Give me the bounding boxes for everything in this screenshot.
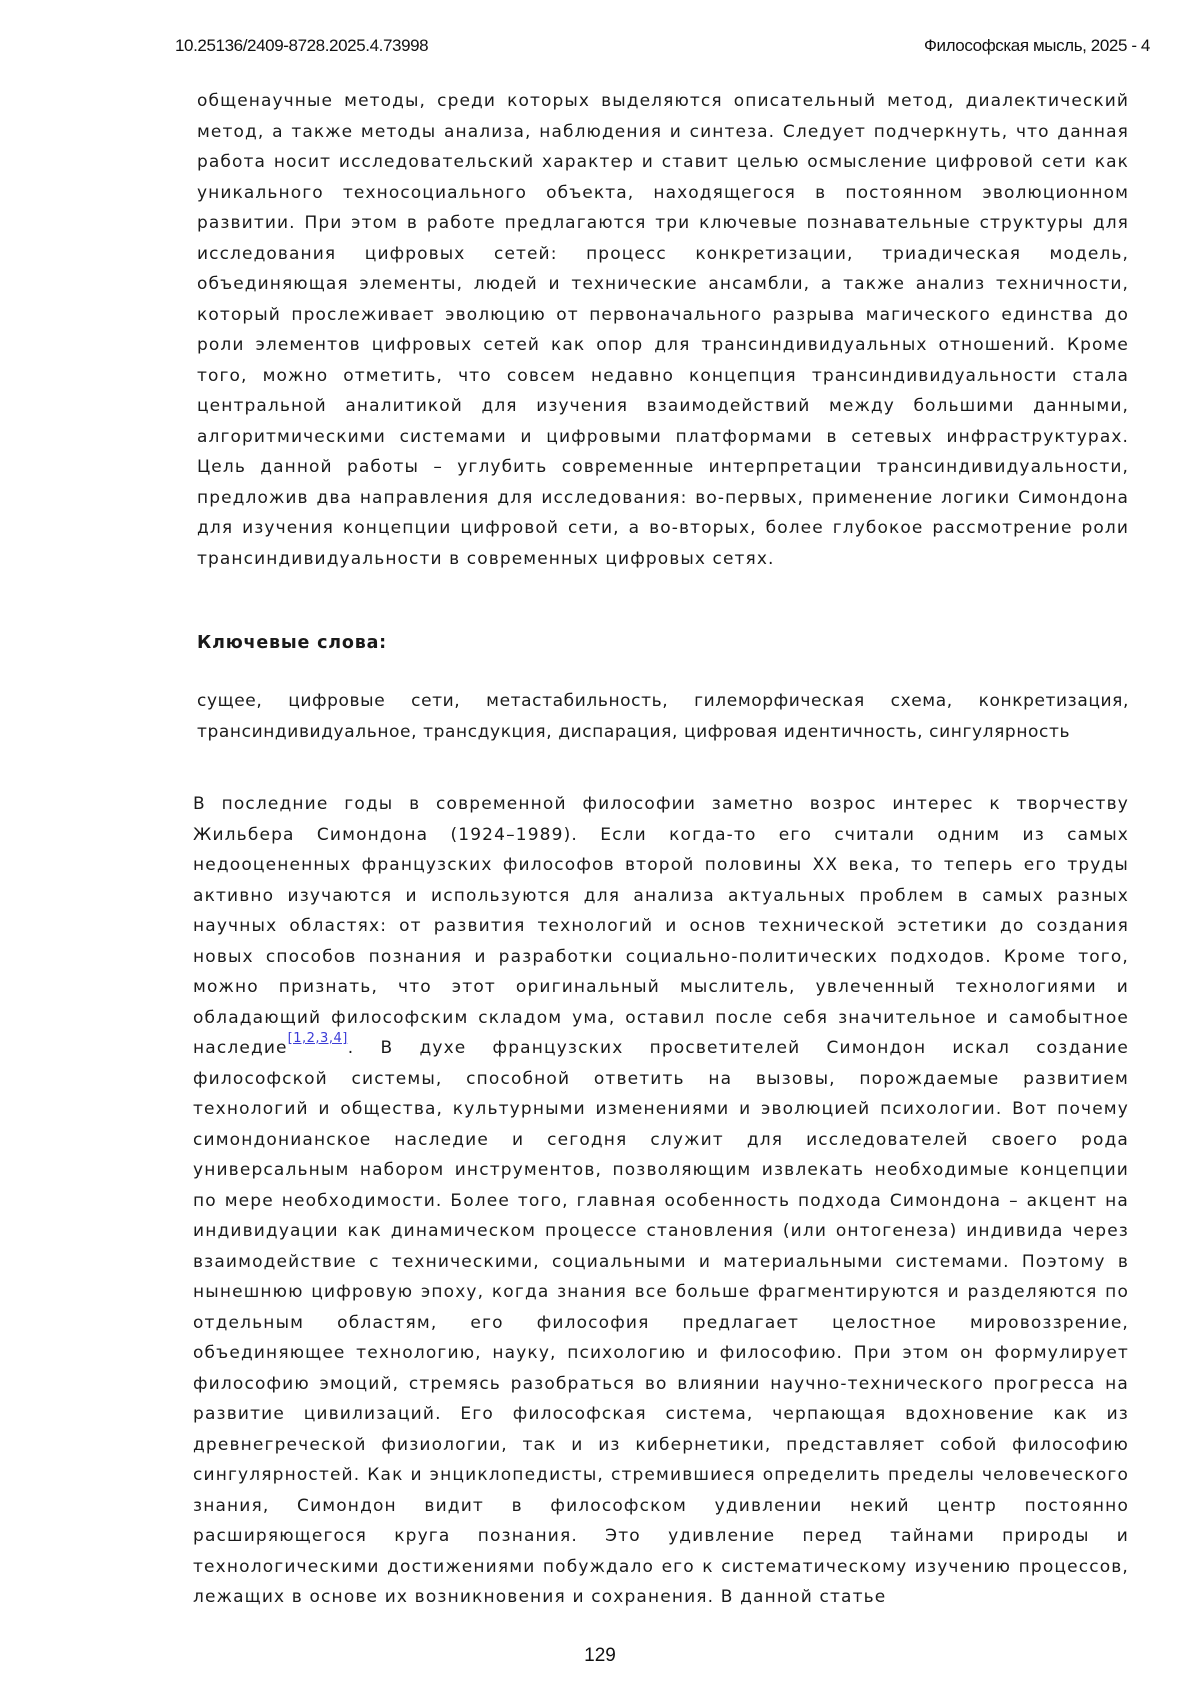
page-header <box>175 36 1150 62</box>
journal-issue-label: Философская мысль, 2025 - 4 <box>924 36 1150 56</box>
abstract-paragraph: общенаучные методы, среди которых выделяются описательный метод, диалектический метод, а также методы анализа, наблюдения и синтеза. Следует подчеркнуть, что данная работа носит исследовательский характер и ставит целью осмысление цифровой сети как уникального техносоциального объекта, находящегося в постоянном эволюционном развитии. При этом в работе предлагаются три ключевые познавательные структуры для исследования цифровых сетей: процесс конкретизации, триадическая модель, объединяющая элементы, людей и технические ансамбли, а также анализ техничности, который прослеживает эволюцию от первоначального разрыва магического единства до роли элементов цифровых сетей как опор для трансиндивидуальных отношений. Кроме того, можно отметить, что совсем недавно концепция трансиндивидуальности стала центральной аналитикой для изучения взаимодействий между большими данными, алгоритмическими системами и цифровыми платформами в сетевых инфраструктурах. Цель данной работы – углубить современные интерпретации трансиндивидуальности, предложив два направления для исследования: во-первых, применение логики Симондона для изучения концепции цифровой сети, а во-вторых, более глубокое рассмотрение роли трансиндивидуальности в современных цифровых сетях. <box>197 86 1129 574</box>
introduction-text-part-1: В последние годы в современной философии заметно возрос интерес к творчеству Жильбера Симондона (1924–1989). Если когда-то его считали одним из самых недооцененных французских философов второй половины XX века, то теперь его труды активно изучаются и используются для анализа актуальных проблем в самых разных научных областях: от развития технологий и основ технической эстетики до создания новых способов познания и разработки социально-политических подходов. Кроме того, можно признать, что этот оригинальный мыслитель, увлеченный технологиями и обладающий философским складом ума, оставил после себя значительное и самобытное наследие <box>193 794 1129 1058</box>
page-number: 129 <box>0 1645 1200 1667</box>
keywords-heading: Ключевые слова: <box>197 633 387 653</box>
introduction-text-part-2: . В духе французских просветителей Симондон искал создание философской системы, способной ответить на вызовы, порождаемые развитием технологий и общества, культурными изменениями и эволюцией психологии. Вот почему симондонианское наследие и сегодня служит для исследователей своего рода универсальным набором инструментов, позволяющим извлекать необходимые концепции по мере необходимости. Более того, главная особенность подхода Симондона – акцент на индивидуации как динамическом процессе становления (или онтогенеза) индивида через взаимодействие с техническими, социальными и материальными системами. Поэтому в нынешнюю цифровую эпоху, когда знания все больше фрагментируются и разделяются по отдельным областям, его философия предлагает целостное мировоззрение, объединяющее технологию, науку, психологию и философию. При этом он формулирует философию эмоций, стремясь разобраться во влиянии научно-технического прогресса на развитие цивилизаций. Его философская система, черпающая вдохновение как из древнегреческой физиологии, так и из кибернетики, представляет собой философию сингулярностей. Как и энциклопедисты, стремившиеся определить пределы человеческого знания, Симондон видит в философском удивлении некий центр постоянно расширяющегося круга познания. Это удивление перед тайнами природы и технологическими достижениями побуждало его к систематическому изучению процессов, лежащих в основе их возникновения и сохранения. В данной статье <box>193 1038 1129 1607</box>
citation-link[interactable]: [1,2,3,4] <box>288 1031 348 1046</box>
introduction-paragraph <box>193 789 1129 1613</box>
doi-label: 10.25136/2409-8728.2025.4.73998 <box>175 36 428 56</box>
keywords-list: сущее, цифровые сети, метастабильность, гилеморфическая схема, конкретизация, трансиндивидуальное, трансдукция, диспарация, цифровая идентичность, сингулярность <box>197 686 1129 748</box>
